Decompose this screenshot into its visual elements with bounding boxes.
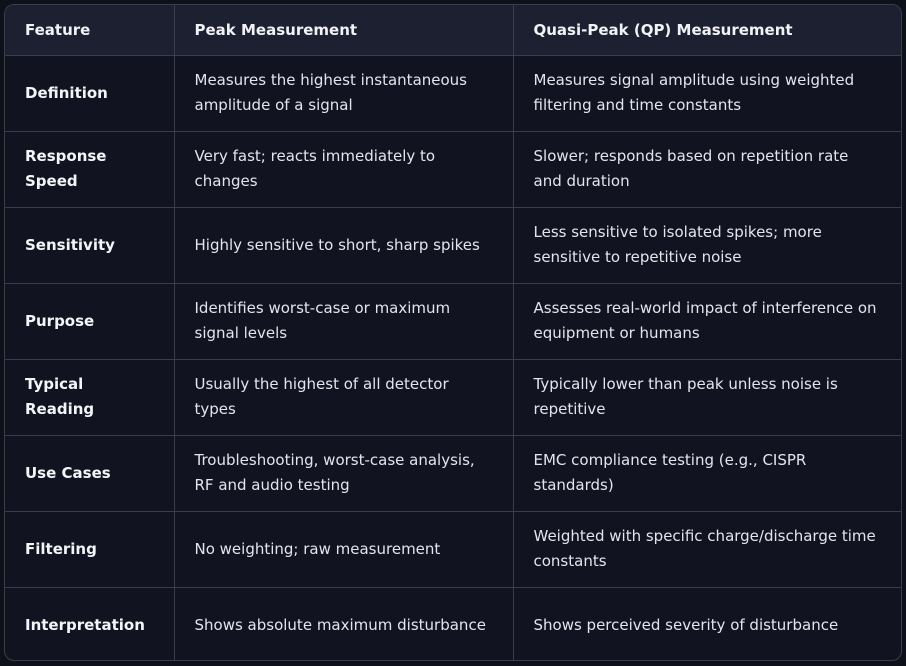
table-row (5, 55, 901, 131)
row-peak-cell: Troubleshooting, worst-case analysis, RF and audio testing (174, 435, 513, 511)
table-row (5, 207, 901, 283)
table-row (5, 283, 901, 359)
row-peak-cell: Measures the highest instantaneous amplitude of a signal (174, 55, 513, 131)
row-feature-cell: Sensitivity (5, 207, 174, 283)
header-peak: Peak Measurement (174, 5, 513, 55)
table-header-row (5, 5, 901, 55)
row-feature-cell: Response Speed (5, 131, 174, 207)
row-feature-cell: Purpose (5, 283, 174, 359)
row-peak-cell: No weighting; raw measurement (174, 511, 513, 587)
row-peak-cell: Shows absolute maximum disturbance (174, 587, 513, 661)
row-qp-cell: EMC compliance testing (e.g., CISPR standards) (513, 435, 901, 511)
row-peak-cell: Highly sensitive to short, sharp spikes (174, 207, 513, 283)
header-quasi-peak: Quasi-Peak (QP) Measurement (513, 5, 901, 55)
table-row (5, 131, 901, 207)
table-row (5, 359, 901, 435)
row-feature-cell: Use Cases (5, 435, 174, 511)
row-qp-cell: Weighted with specific charge/discharge time constants (513, 511, 901, 587)
header-feature: Feature (5, 5, 174, 55)
row-qp-cell: Less sensitive to isolated spikes; more sensitive to repetitive noise (513, 207, 901, 283)
row-feature-cell: Definition (5, 55, 174, 131)
row-peak-cell: Very fast; reacts immediately to changes (174, 131, 513, 207)
row-peak-cell: Identifies worst-case or maximum signal levels (174, 283, 513, 359)
table-row (5, 587, 901, 661)
row-qp-cell: Measures signal amplitude using weighted filtering and time constants (513, 55, 901, 131)
comparison-table (5, 5, 901, 661)
row-feature-cell: Filtering (5, 511, 174, 587)
row-peak-cell: Usually the highest of all detector types (174, 359, 513, 435)
row-qp-cell: Shows perceived severity of disturbance (533, 615, 839, 634)
table-row (5, 511, 901, 587)
row-feature-cell: Typical Reading (5, 359, 174, 435)
row-feature-cell: Interpretation (5, 587, 174, 661)
row-qp-cell: Slower; responds based on repetition rate and duration (513, 131, 901, 207)
row-qp-cell: Typically lower than peak unless noise is repetitive (513, 359, 901, 435)
comparison-table-container (4, 4, 902, 661)
table-row (5, 435, 901, 511)
row-qp-cell: Assesses real-world impact of interference on equipment or humans (513, 283, 901, 359)
